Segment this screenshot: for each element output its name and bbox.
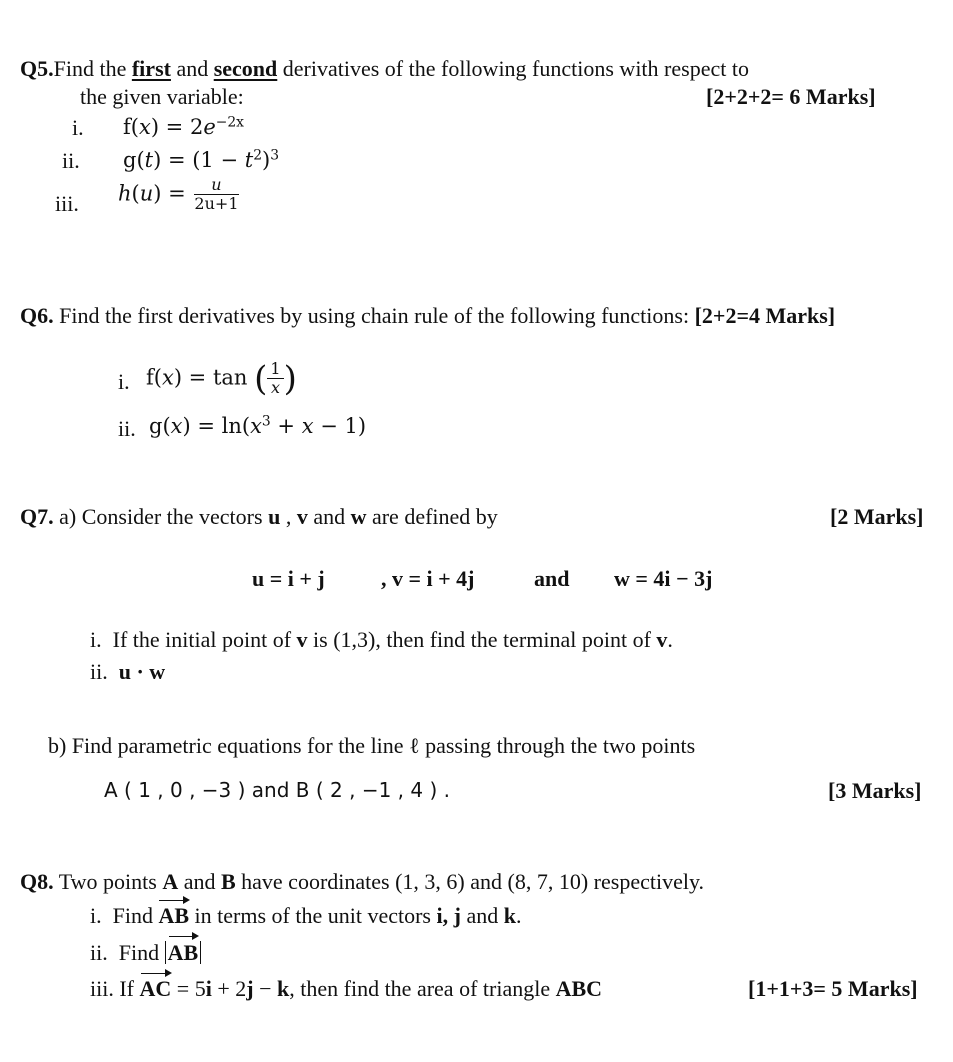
q7-heading: Q7. a) Consider the vectors u , v and w are defined by: [20, 504, 498, 529]
q5-heading: Q5.Find the first and second derivatives of the following functions with respect to: [20, 56, 749, 81]
q5-item-iii-num: iii.: [55, 191, 79, 216]
q5-item-ii-formula: $g(t) = (1 - t^2)^3$: [123, 147, 280, 172]
q5-second: second: [213, 56, 278, 81]
q8-marks: [1+1+3= 5 Marks]: [748, 976, 918, 1001]
q7-eq-u: u = i + j: [252, 566, 325, 591]
q8-iii: iii. If AC = 5i + 2j − k, then find the area of triangle ABC: [90, 976, 603, 1001]
q7-b-marks: [3 Marks]: [828, 778, 922, 803]
q5-item-i-num: i.: [72, 115, 84, 140]
q5-marks: [2+2+2= 6 Marks]: [706, 84, 876, 109]
q5-first: first: [131, 56, 171, 81]
q7-b-text: b) Find parametric equations for the line ℓ passing through the two points: [48, 733, 696, 758]
q8-ii: ii. Find AB: [90, 941, 201, 964]
q7-eq-v: , v = i + 4j: [381, 566, 475, 591]
q5-item-i-formula: $f(x) = 2e^{-2x}$: [123, 114, 244, 139]
q6-heading: Q6. Find the first derivatives by using chain rule of the following functions: [2+2=4 Marks]: [20, 303, 836, 328]
q7-a-i: i. If the initial point of v is (1,3), then find the terminal point of v.: [90, 627, 673, 652]
q5-item-ii-num: ii.: [62, 148, 80, 173]
q6-item-i-num: i.: [118, 369, 130, 394]
q7-a-ii: ii. u · w: [90, 659, 166, 684]
vector-ac: AC: [139, 976, 172, 1001]
q5-line2: the given variable:: [80, 84, 244, 109]
q6-label: Q6.: [20, 303, 54, 328]
q6-item-ii-formula: $g(x) = \ln(x^3 + x - 1)$: [149, 413, 367, 438]
q8-i: i. Find AB in terms of the unit vectors i, j and k.: [90, 903, 522, 928]
q6-marks: [2+2=4 Marks]: [694, 303, 836, 328]
vector-ab: AB: [158, 903, 190, 928]
q7-b-points: A ( 1 , 0 , −3 ) and B ( 2 , −1 , 4 ) .: [104, 778, 450, 802]
q7-eq-and: and: [534, 566, 570, 591]
q7-eq-w: w = 4i − 3j: [614, 566, 713, 591]
q7-a-marks: [2 Marks]: [830, 504, 924, 529]
q7-label: Q7.: [20, 504, 54, 529]
q5-item-iii-formula: h(u) = $\frac{u}{2u+1}$: [118, 175, 239, 214]
q5-label: Q5.: [20, 56, 54, 81]
q8-heading: Q8. Two points A and B have coordinates (1, 3, 6) and (8, 7, 10) respectively.: [20, 869, 705, 894]
vector-ab-magnitude: AB: [167, 940, 199, 965]
q8-label: Q8.: [20, 869, 54, 894]
q6-item-i-formula: f(x) = tan ( $\frac{1}{x}$ ): [146, 358, 297, 399]
q6-item-ii-num: ii.: [118, 416, 136, 441]
